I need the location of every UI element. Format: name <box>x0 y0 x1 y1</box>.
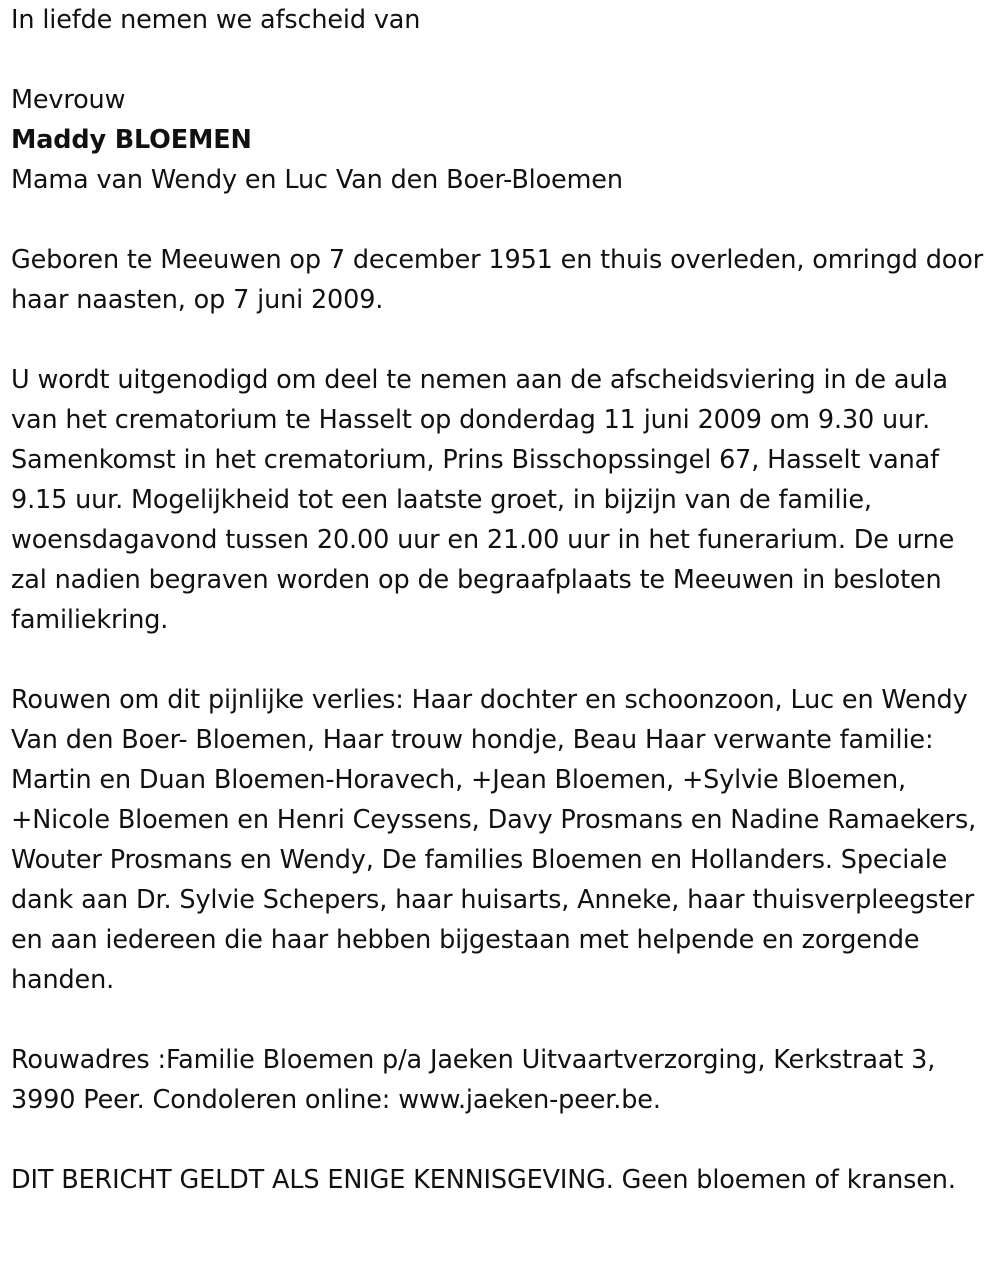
spacer <box>11 40 991 80</box>
death-notice <box>11 0 991 1200</box>
honorific: Mevrouw <box>11 85 126 115</box>
address-paragraph: Rouwadres :Familie Bloemen p/a Jaeken Uitvaartverzorging, Kerkstraat 3, 3990 Peer. Condoleren online: www.jaeken-peer.be. <box>11 1045 936 1115</box>
mourners-paragraph: Rouwen om dit pijnlijke verlies: Haar dochter en schoonzoon, Luc en Wendy Van den Boer- Bloemen, Haar trouw hondje, Beau Haar verwante familie: Martin en Duan Bloemen-Horavech, +Jean Bloemen, +Sylvie Bloemen, +Nicole Bloemen en Henri Ceyssens, Davy Prosmans en Nadine Ramaekers, Wouter Prosmans en Wendy, De families Bloemen en Hollanders. Speciale dank aan Dr. Sylvie Schepers, haar huisarts, Anneke, haar thuisverpleegster en aan iedereen die haar hebben bijgestaan met helpende en zorgende handen. <box>11 685 977 995</box>
intro-line: In liefde nemen we afscheid van <box>11 5 421 35</box>
deceased-name: Maddy BLOEMEN <box>11 125 252 155</box>
ceremony-paragraph: U wordt uitgenodigd om deel te nemen aan de afscheidsviering in de aula van het crematorium te Hasselt op donderdag 11 juni 2009 om 9.30 uur. Samenkomst in het crematorium, Prins Bisschopssingel 67, Hasselt vanaf 9.15 uur. Mogelijkheid tot een laatste groet, in bijzijn van de familie, woensdagavond tussen 20.00 uur en 21.00 uur in het funerarium. De urne zal nadien begraven worden op de begraafplaats te Meeuwen in besloten familiekring. <box>11 365 955 635</box>
closing-paragraph: DIT BERICHT GELDT ALS ENIGE KENNISGEVING. Geen bloemen of kransen. <box>11 1165 956 1195</box>
birth-death-paragraph: Geboren te Meeuwen op 7 december 1951 en thuis overleden, omringd door haar naasten, op 7 juni 2009. <box>11 245 984 315</box>
relation-line: Mama van Wendy en Luc Van den Boer-Bloemen <box>11 165 623 195</box>
